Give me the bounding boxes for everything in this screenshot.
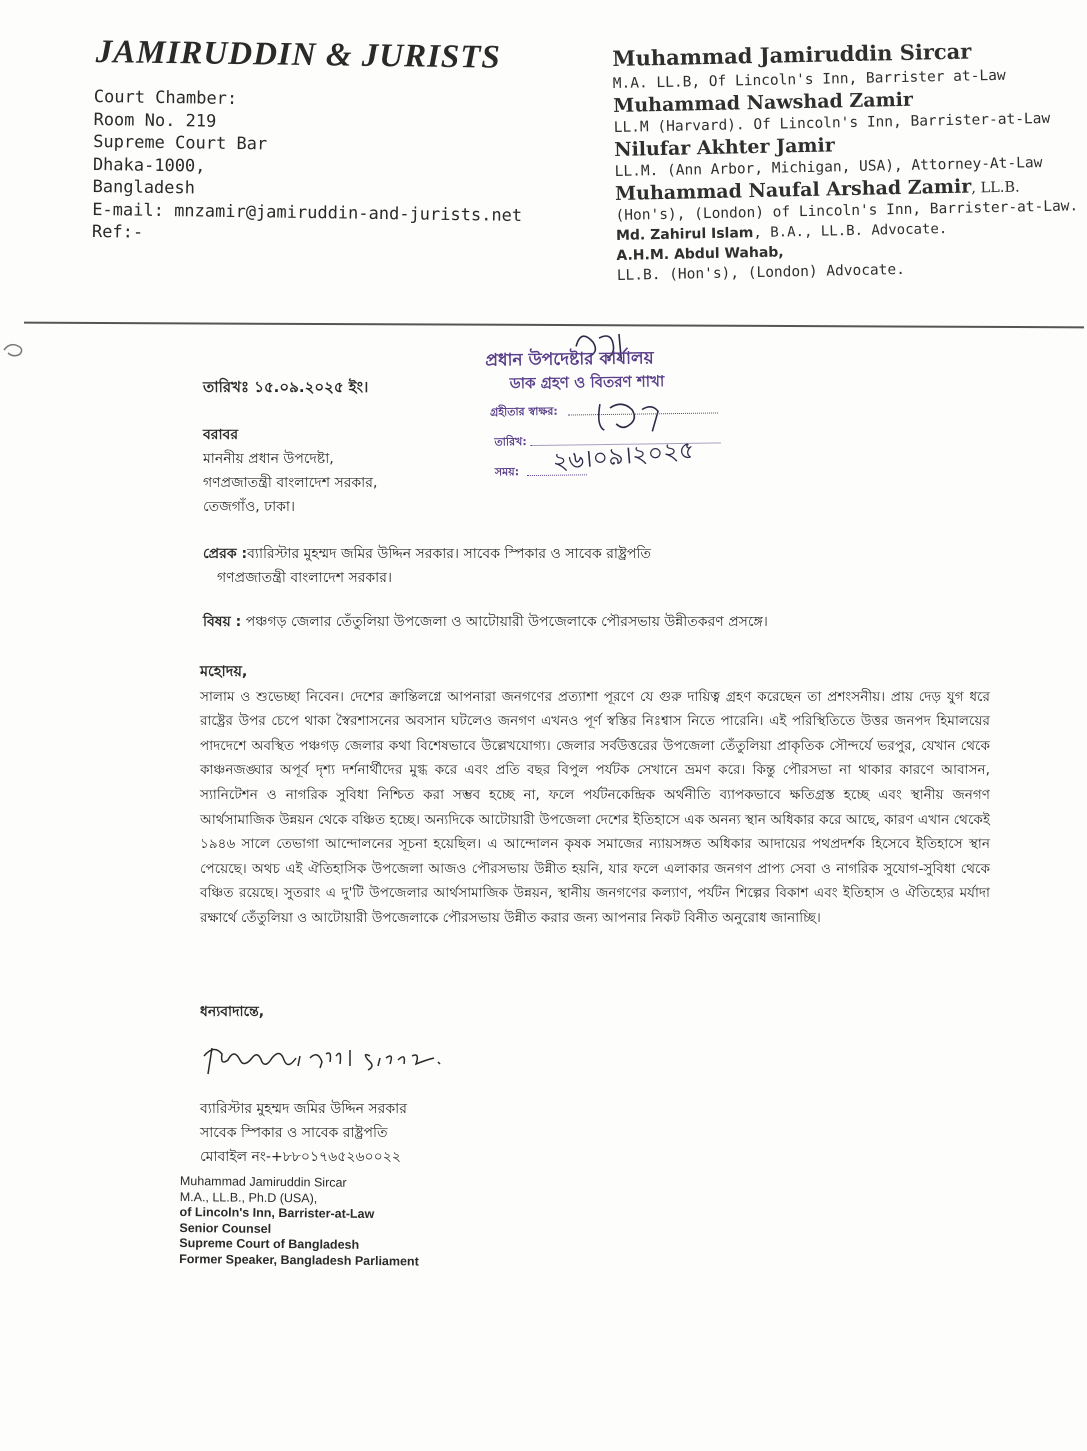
lawyer-name: Muhammad Nawshad Zamir: [613, 88, 914, 117]
stamp-handwritten-date: ২৬।০৯।২০২৫: [551, 435, 696, 476]
firm-name: JAMIRUDDIN & JURISTS: [95, 34, 502, 76]
email-line: E-mail: mnzamir@jamiruddin-and-jurists.net: [92, 199, 523, 226]
body-paragraph: সালাম ও শুভেচ্ছা নিবেন। দেশের ক্রান্তিলগ্নে আপনারা জনগণের প্রত্যাশা পূরণে যে গুরু দায়িত্ব গ্রহণ করেছেন তা প্রশংসনীয়। প্রায় দেড় যুগ ধরে রাষ্ট্রের উপর চেপে থাকা স্বৈরশাসনের অবসান ঘটলেও জনগণ এখনও পূর্ণ স্বস্তির নিঃশ্বাস নিতে পারেনি। এই পরিস্থিতিতে উত্তর জনপদ হিমালয়ের পাদদেশে অবস্থিত পঞ্চগড় জেলার কথা বিশেষভাবে উল্লেখযোগ্য। জেলার সর্বউত্তরের উপজেলা তেঁতুলিয়া প্রাকৃতিক সৌন্দর্যে ভরপুর, যেখান থেকে কাঞ্চনজঙ্ঘার অপূর্ব দৃশ্য দর্শনার্থীদের মুগ্ধ করে এবং প্রতি বছর বিপুল পর্যটক সেখানে ভ্রমণ করে। কিন্তু পৌরসভা না থাকার কারণে আবাসন, স্যানিটেশন ও নাগরিক সুবিধা নিশ্চিত করা সম্ভব হচ্ছে না, ফলে পর্যটনকেন্দ্রিক অর্থনীতি ব্যাপকভাবে ক্ষতিগ্রস্ত হচ্ছে এবং স্থানীয় জনগণ আর্থসামাজিক উন্নয়ন থেকে বঞ্চিত হচ্ছে। অন্যদিকে আটোয়ারী উপজেলা দেশের ইতিহাসে এক অনন্য স্থান অধিকার করে আছে, কারণ এখান থেকেই ১৯৪৬ সালে তেভাগা আন্দোলনের সূচনা হয়েছিল। এ আন্দোলন কৃষক সমাজের ন্যায়সঙ্গত অধিকার আদায়ের পথপ্রদর্শক হিসেবে ইতিহাসে স্থান পেয়েছে। অথচ এই ঐতিহাসিক উপজেলা আজও পৌরসভায় উন্নীত হয়নি, যার ফলে এলাকার জনগণ প্রাপ্য সেবা ও নাগরিক সুযোগ-সুবিধা থেকে বঞ্চিত রয়েছে। সুতরাং এ দু'টি উপজেলার আর্থসামাজিক উন্নয়ন, স্থানীয় জনগণের কল্যাণ, পর্যটন শিল্পের বিকাশ এবং ইতিহাস ও ঐতিহ্যের মর্যাদা রক্ষার্থে তেঁতুলিয়া ও আটোয়ারী উপজেলাকে পৌরসভায় উন্নীত করার জন্য আপনার নিকট বিনীত অনুরোধ জানাচ্ছি।: [200, 688, 990, 926]
paperclip-mark-icon: [2, 338, 30, 360]
lawyer-name-suffix: , B.A., LL.B. Advocate.: [753, 221, 948, 242]
signer-name: ব্যারিস্টার মুহম্মদ জমির উদ্দিন সরকার: [200, 1101, 407, 1117]
address-line: Court Chamber:: [93, 86, 238, 109]
stamp-former: Former Speaker, Bangladesh Parliament: [179, 1251, 419, 1269]
stamp-time-label: সময়:: [494, 465, 520, 479]
lawyer-name-suffix: , LL.B.: [971, 179, 1020, 197]
recipient-line: মাননীয় প্রধান উপদেষ্টা,: [203, 451, 334, 467]
sender-text: ব্যারিস্টার মুহম্মদ জমির উদ্দিন সরকার। সাবেক স্পিকার ও সাবেক রাষ্ট্রপতি: [247, 546, 651, 562]
sender-block: [203, 542, 651, 590]
receipt-stamp: [481, 332, 733, 485]
stamp-name: Muhammad Jamiruddin Sircar: [179, 1174, 347, 1190]
address-line: Dhaka-1000,: [92, 154, 206, 177]
stamp-receiver-label: গ্রহীতার স্বাক্ষর:: [489, 404, 558, 419]
ref-line: Ref:-: [91, 221, 144, 243]
chamber-address: [92, 86, 524, 249]
lawyer-qualification: M.A. LL.B, Of Lincoln's Inn, Barrister at-Law: [612, 67, 1006, 92]
closing: ধন্যবাদান্তে,: [200, 1004, 265, 1020]
recipient-block: [203, 423, 377, 519]
stamp-counsel: Senior Counsel: [179, 1220, 272, 1236]
subject-label: বিষয় :: [203, 614, 242, 630]
stamp-section: ডাক গ্রহণ ও বিতরণ শাখা: [509, 372, 665, 393]
stamp-office: প্রধান উপদেষ্টার কার্যালয়: [485, 348, 654, 371]
address-line: Supreme Court Bar: [93, 131, 268, 155]
handwritten-signature: [200, 1030, 460, 1080]
stamp-inn: of Lincoln's Inn, Barrister-at-Law: [179, 1204, 375, 1222]
lawyer-qualification: (Hon's), (London) of Lincoln's Inn, Barrister-at-Law.: [615, 198, 1079, 224]
letter-date: তারিখঃ ১৫.০৯.২০২৫ ইং।: [203, 378, 369, 396]
sender-label: প্রেরক :: [203, 546, 248, 562]
stamp-degree: M.A., LL.B., Ph.D (USA),: [179, 1189, 318, 1205]
stamp-date-label: তারিখ:: [494, 435, 527, 449]
signer-block: [200, 1097, 407, 1169]
lawyer-name: Muhammad Jamiruddin Sircar: [612, 38, 972, 71]
signer-phone: মোবাইল নং-+৮৮০১৭৬৫২৬০০২২: [200, 1149, 401, 1165]
stamp-court: Supreme Court of Bangladesh: [179, 1235, 360, 1252]
lawyer-qualification: LL.B. (Hon's), (London) Advocate.: [616, 261, 906, 284]
letter-body: [200, 660, 990, 931]
lawyer-list: [612, 34, 1080, 286]
subject-line: [203, 610, 768, 634]
recipient-line: তেজগাঁও, ঢাকা।: [203, 499, 295, 515]
address-line: Bangladesh: [92, 176, 196, 199]
lawyer-qualification: LL.M. (Ann Arbor, Michigan, USA), Attorney-At-Law: [614, 155, 1043, 180]
lawyer-name: Nilufar Akhter Jamir: [613, 134, 835, 161]
recipient-heading: বরাবর: [203, 427, 239, 443]
lawyer-name: A.H.M. Abdul Wahab,: [616, 244, 784, 264]
lawyer-name: Muhammad Naufal Arshad Zamir: [614, 175, 972, 205]
salutation: মহোদয়,: [200, 664, 248, 680]
header-divider: [24, 322, 1084, 329]
recipient-line: গণপ্রজাতন্ত্রী বাংলাদেশ সরকার,: [203, 475, 378, 491]
lawyer-name: Md. Zahirul Islam: [615, 225, 754, 244]
sender-text-cont: গণপ্রজাতন্ত্রী বাংলাদেশ সরকার।: [217, 570, 392, 586]
signer-title: সাবেক স্পিকার ও সাবেক রাষ্ট্রপতি: [200, 1125, 388, 1141]
lawyer-qualification: LL.M (Harvard). Of Lincoln's Inn, Barrister-at-Law: [613, 110, 1051, 136]
subject-text: পঞ্চগড় জেলার তেঁতুলিয়া উপজেলা ও আটোয়ারী উপজেলাকে পৌরসভায় উন্নীতকরণ প্রসঙ্গে।: [245, 614, 768, 630]
address-line: Room No. 219: [93, 109, 217, 132]
english-signature-stamp: [179, 1174, 420, 1270]
